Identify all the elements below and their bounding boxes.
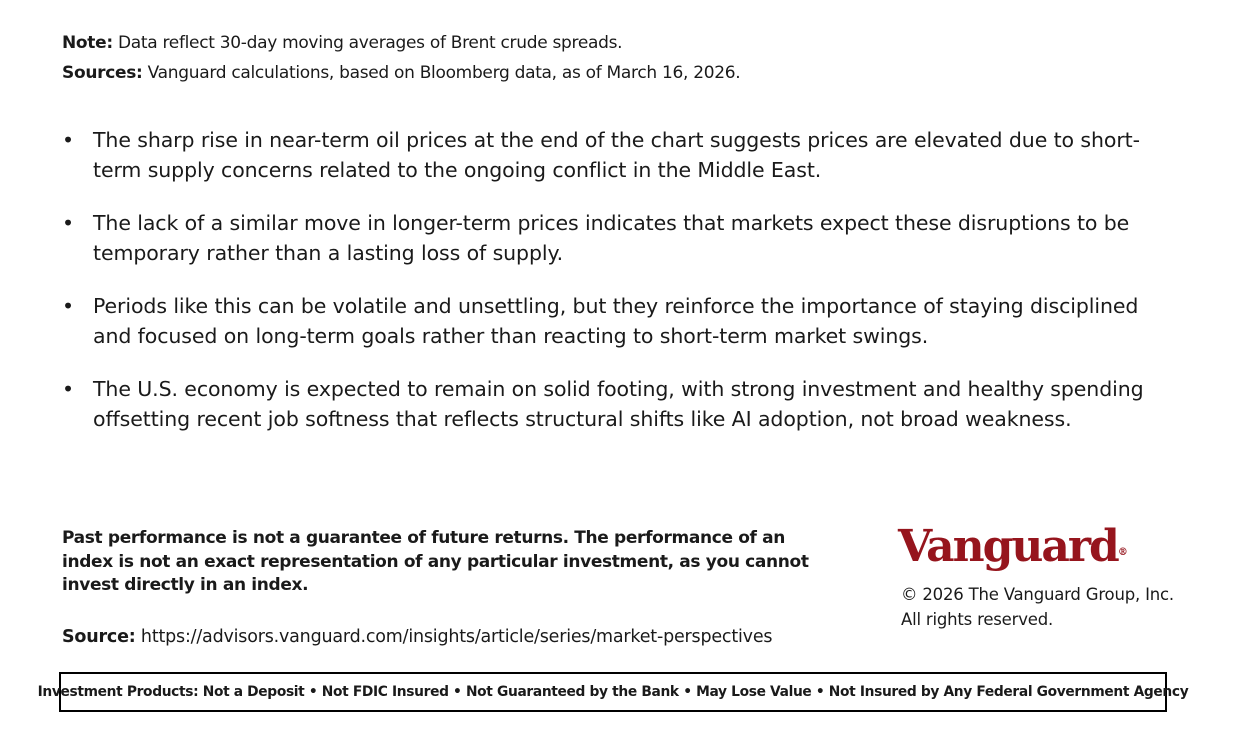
sources-line [62,58,740,88]
bullet-marker: • [62,377,74,401]
note-text: Data reflect 30-day moving averages of Brent crude spreads. [112,33,623,53]
key-points-list [62,126,1152,458]
note-line [62,28,740,58]
bullet-marker: • [62,211,74,235]
source-link[interactable]: https://advisors.vanguard.com/insights/article/series/market-perspectives [135,627,773,647]
bullet-marker: • [62,294,74,318]
logo-wordmark: Vanguard [898,521,1118,572]
note-label: Note: [62,33,113,53]
registered-mark: ® [1117,547,1128,558]
disclosure-text: Investment Products: Not a Deposit • Not FDIC Insured • Not Guaranteed by the Bank • May Lose Value • Not Insured by Any Federal Government Agency [37,684,1189,700]
source-line [62,624,772,650]
bullet-item [62,209,1152,268]
bullet-text: The U.S. economy is expected to remain on solid footing, with strong investment and healthy spending offsetting recent job softness that reflects structural shifts like AI adoption, not broad weakness. [93,377,1144,431]
bullet-item [62,375,1152,434]
investment-products-disclosure [37,672,1189,712]
copyright-notice [901,582,1174,632]
bullet-text: The sharp rise in near-term oil prices at the end of the chart suggests prices are elevated due to short-term supply concerns related to the ongoing conflict in the Middle East. [93,128,1140,182]
chart-notes [62,28,740,88]
copyright-line: © 2026 The Vanguard Group, Inc. [901,585,1174,604]
bullet-item [62,126,1152,185]
bullet-marker: • [62,128,74,152]
vanguard-logo [898,520,1128,574]
rights-line: All rights reserved. [901,610,1054,629]
performance-disclaimer: Past performance is not a guarantee of future returns. The performance of an index is not an exact representation of any particular investment, as you cannot invest directly in an index. [62,528,809,595]
bullet-text: Periods like this can be volatile and unsettling, but they reinforce the importance of staying disciplined and focused on long-term goals rather than reacting to short-term market swings. [93,294,1139,348]
sources-label: Sources: [62,63,143,83]
bullet-text: The lack of a similar move in longer-term prices indicates that markets expect these disruptions to be temporary rather than a lasting loss of supply. [93,211,1130,265]
sources-text: Vanguard calculations, based on Bloomberg data, as of March 16, 2026. [142,63,741,83]
bullet-item [62,292,1152,351]
source-label: Source: [62,627,136,647]
